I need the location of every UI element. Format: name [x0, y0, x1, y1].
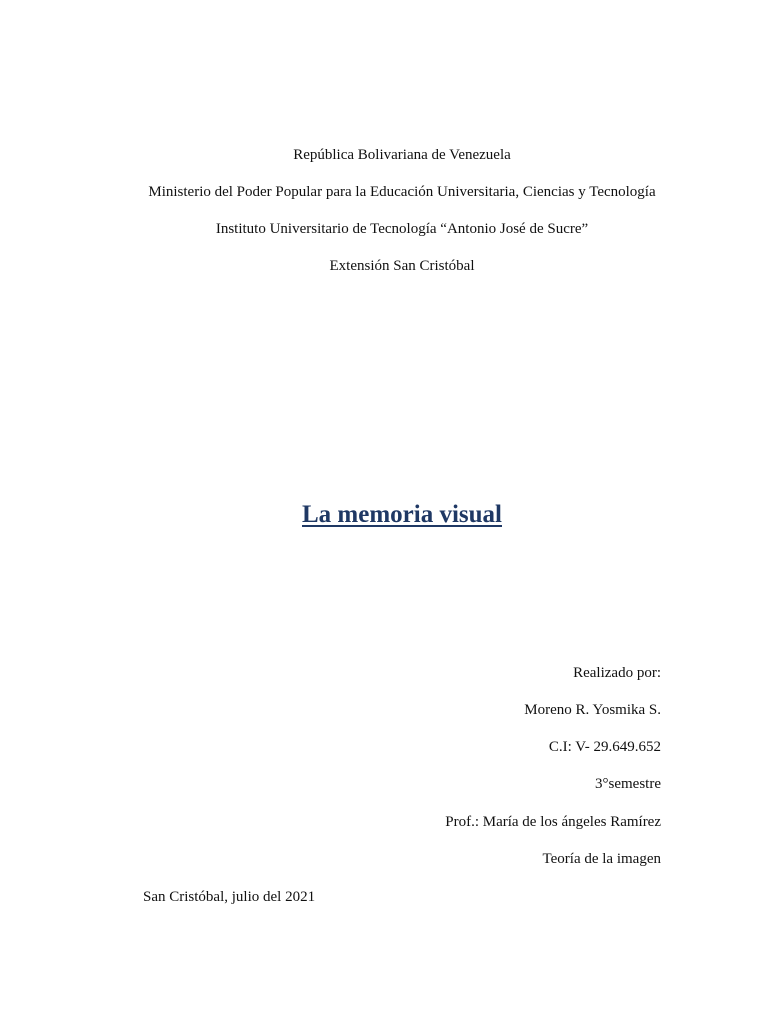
- header-extension: Extensión San Cristóbal: [329, 258, 475, 274]
- header-ministry: Ministerio del Poder Popular para la Educación Universitaria, Ciencias y Tecnología: [148, 184, 656, 200]
- place-date: San Cristóbal, julio del 2021: [143, 889, 316, 905]
- subject: Teoría de la imagen: [542, 851, 661, 867]
- author-name: Moreno R. Yosmika S.: [524, 702, 661, 718]
- author-id: C.I: V- 29.649.652: [548, 739, 661, 755]
- made-by-label: Realizado por:: [573, 665, 661, 681]
- document-title: La memoria visual: [302, 501, 502, 528]
- professor: Prof.: María de los ángeles Ramírez: [445, 814, 661, 830]
- header-country: República Bolivariana de Venezuela: [293, 147, 511, 163]
- semester: 3°semestre: [595, 776, 661, 792]
- header-institute: Instituto Universitario de Tecnología “Antonio José de Sucre”: [215, 221, 589, 237]
